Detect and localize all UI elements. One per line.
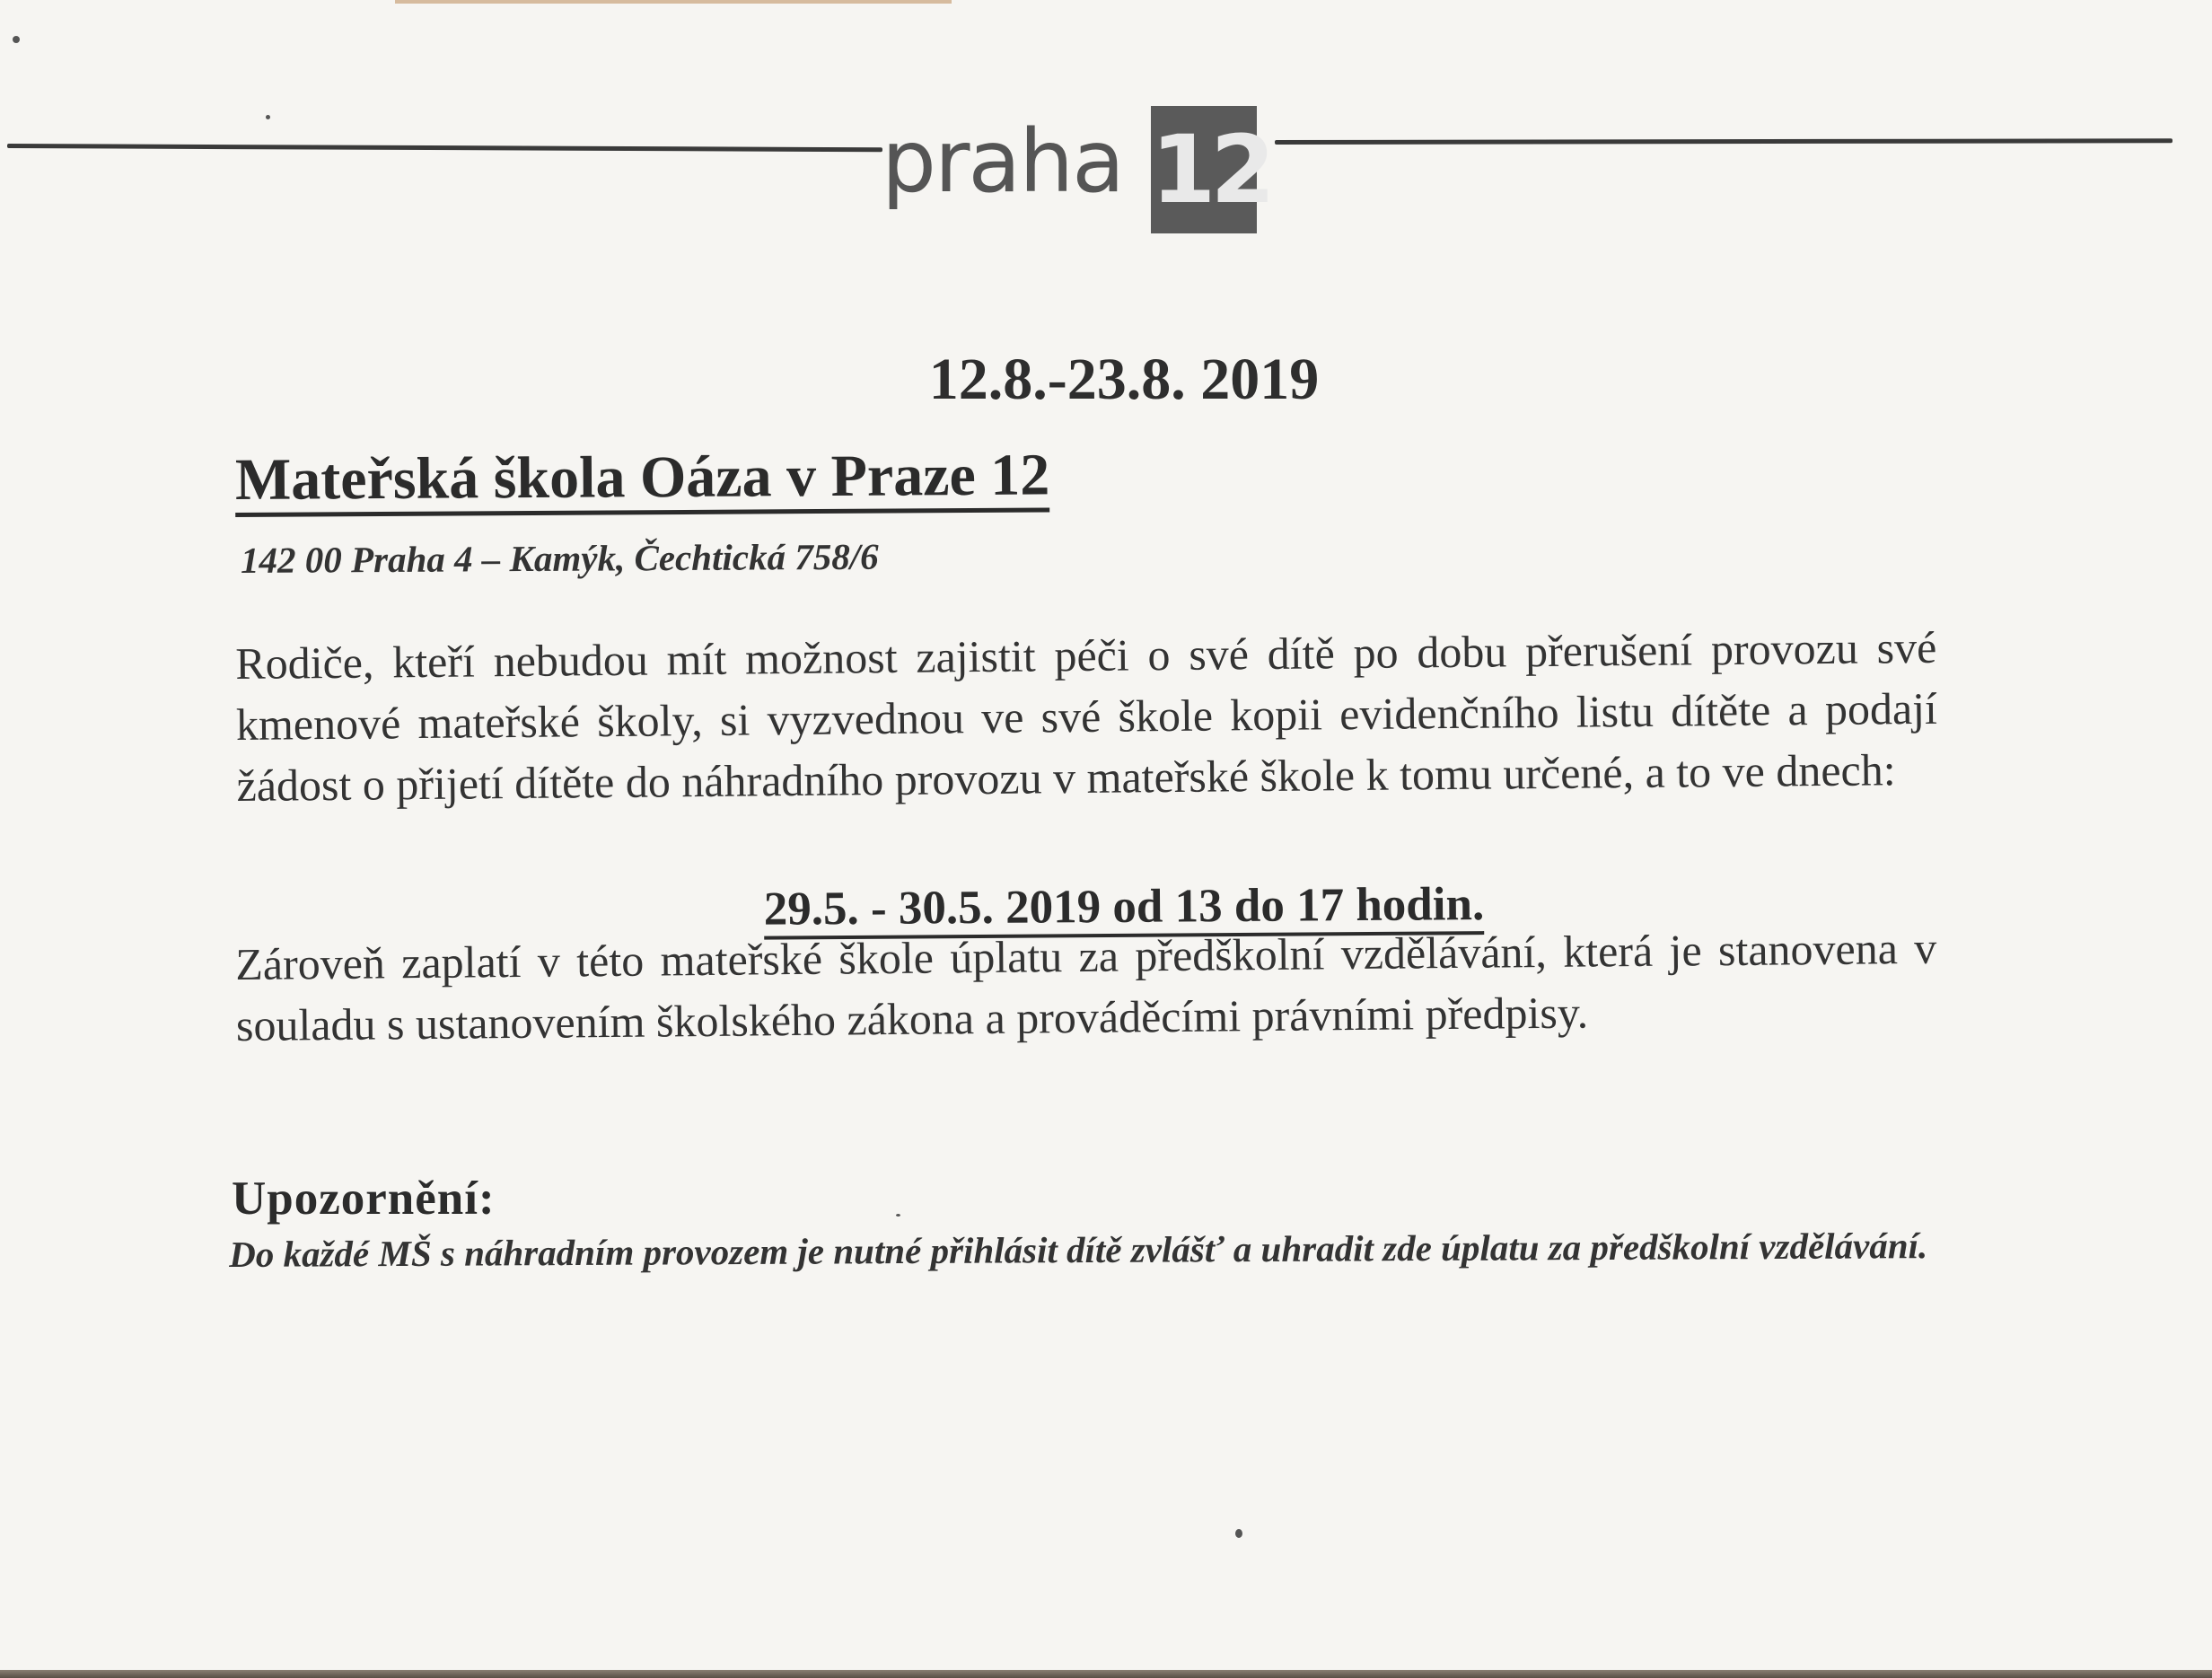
logo-word: praha — [882, 111, 1123, 212]
paper-speck — [1235, 1529, 1242, 1538]
closure-dates: 12.8.-23.8. 2019 — [928, 347, 1320, 412]
paper-speck — [266, 115, 270, 119]
body-paragraph-2: Zároveň zaplatí v této mateřské škole úplatu za předškolní vzdělávání, která je stanovena v souladu s ustanovením školského zákona a prováděcími právními předpisy. — [235, 922, 1937, 1050]
application-deadline-text: 29.5. - 30.5. 2019 od 13 do 17 hodin. — [764, 878, 1485, 940]
praha12-logo — [882, 99, 1277, 233]
header-rule-right — [1275, 138, 2172, 145]
notice-text: Do každé MŠ s náhradním provozem je nutné přihlásit dítě zvlášť a uhradit zde úplatu za předškolní vzdělávání. — [229, 1225, 1928, 1275]
school-name: Mateřská škola Oáza v Praze 12 — [235, 444, 1050, 517]
logo-number: 12 — [1151, 115, 1270, 224]
school-address: 142 00 Praha 4 – Kamýk, Čechtická 758/6 — [240, 535, 879, 581]
body-paragraph-1: Rodiče, kteří nebudou mít možnost zajistit péči o své dítě po dobu přerušení provozu své kmenové mateřské školy, si vyzvednou ve své škole kopii evidenčního listu dítěte a podají žádost o přijetí dítěte do náhradního provozu v mateřské škole k tomu určené, a to ve dnech: — [235, 621, 1938, 811]
paper-speck — [896, 1214, 900, 1217]
notice-title: Upozornění: — [232, 1173, 496, 1225]
top-edge-stripe — [395, 0, 952, 4]
header-rule-left — [7, 144, 882, 152]
paper-speck — [13, 36, 20, 43]
bottom-edge — [0, 1670, 2212, 1678]
